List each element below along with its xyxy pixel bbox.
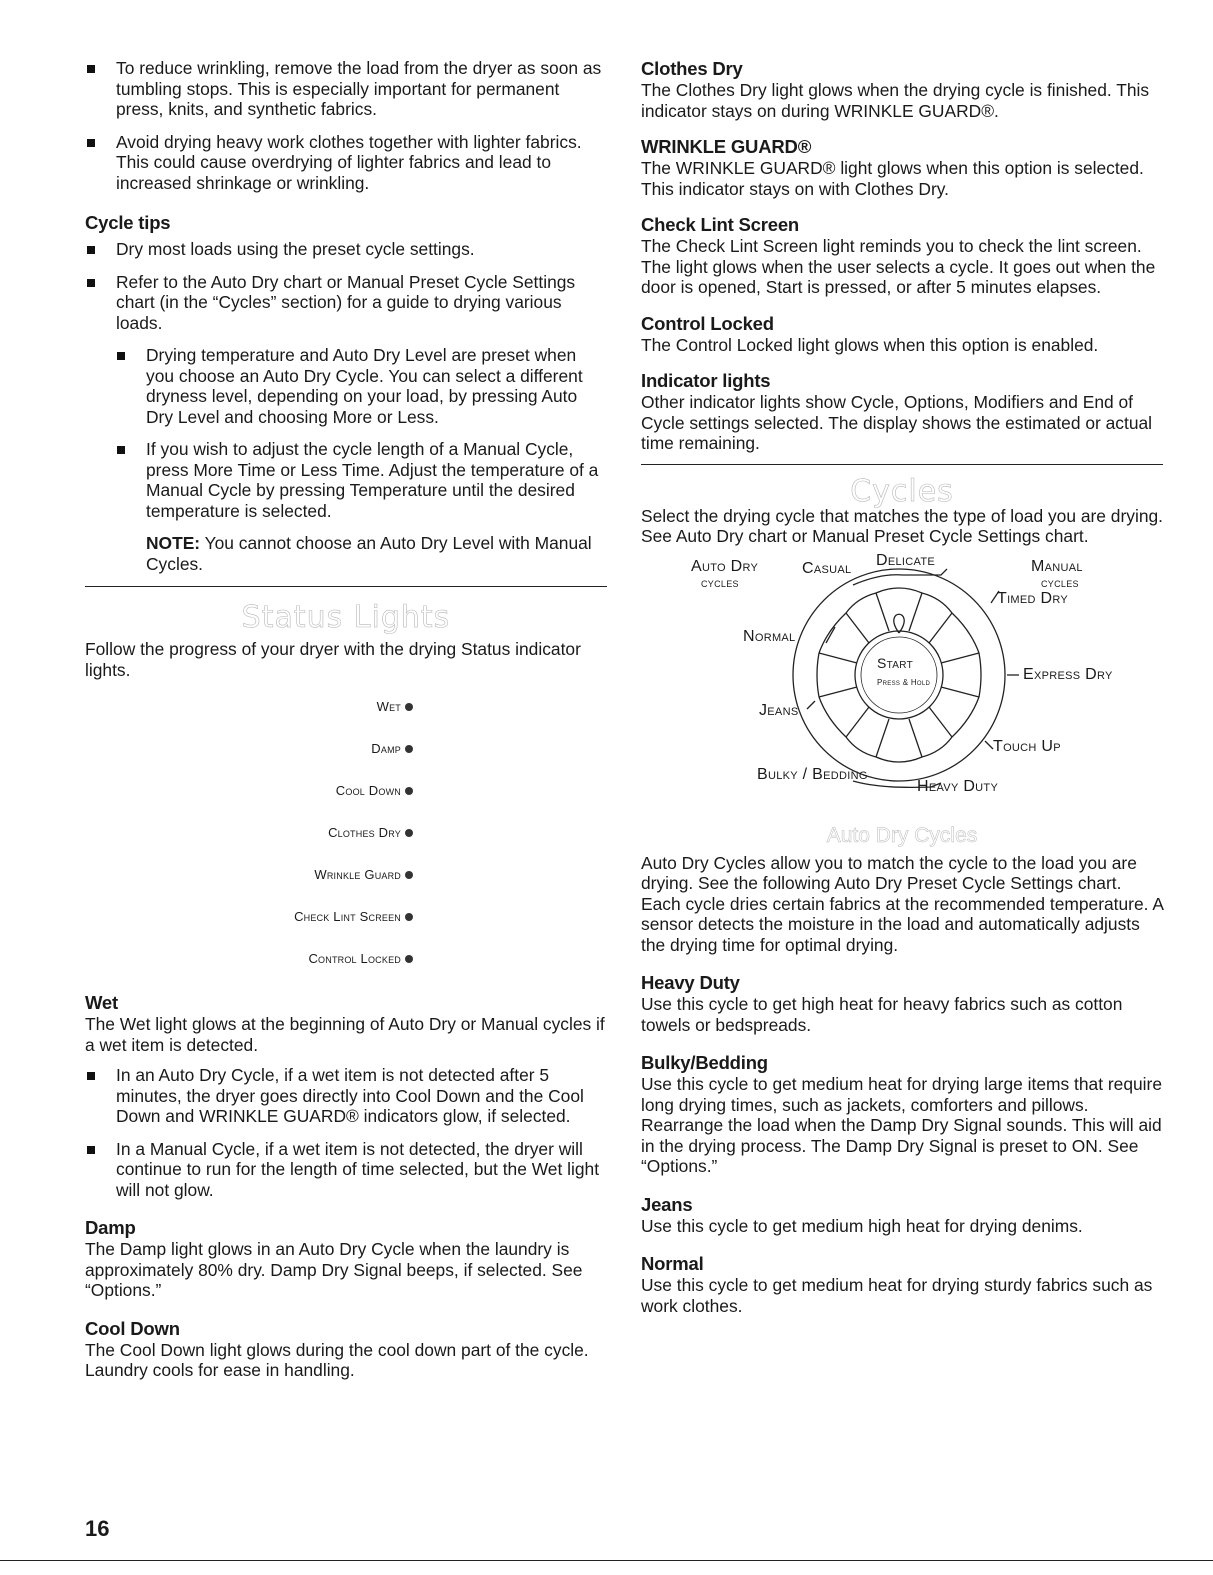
status-light-check-lint-screen: Check Lint Screen <box>85 896 413 938</box>
wet-text: The Wet light glows at the beginning of Auto Dry or Manual cycles if a wet item is detected. <box>85 1014 605 1055</box>
indicator-dot-icon <box>405 829 413 837</box>
damp-text: The Damp light glows in an Auto Dry Cycle when the laundry is approximately 80% dry. Damp Dry Signal beeps, if selected. See “Options.” <box>85 1239 583 1300</box>
label-auto-dry-cycles: Auto Dry cycles <box>691 557 759 590</box>
section-heading-heavy-duty: Heavy Duty <box>641 972 740 993</box>
list-item: In a Manual Cycle, if a wet item is not detected, the dryer will continue to run for the length of time selected, but the Wet light will not glow. <box>85 1139 607 1201</box>
heavy-duty-text: Use this cycle to get high heat for heavy fabrics such as cotton towels or bedspreads. <box>641 994 1123 1035</box>
section-heading-cycles: Cycles <box>850 473 954 509</box>
cycle-dial-diagram <box>641 553 1163 823</box>
label-jeans: Jeans <box>759 701 799 719</box>
status-light-control-locked: Control Locked <box>85 938 413 980</box>
label-bulky-bedding: Bulky / Bedding <box>757 765 868 783</box>
indicator-lights-text: Other indicator lights show Cycle, Options, Modifiers and End of Cycle settings selected. The display shows the estimated or actual time remaining. <box>641 392 1153 453</box>
section-heading-cool-down: Cool Down <box>85 1317 180 1339</box>
list-item: Avoid drying heavy work clothes together with lighter fabrics. This could cause overdrying of lighter fabrics and lead to increased shrinkage or wrinkling. <box>85 132 607 194</box>
label-timed-dry: Timed Dry <box>997 589 1069 607</box>
section-heading-bulky-bedding: Bulky/Bedding <box>641 1052 768 1073</box>
status-lights-panel <box>85 686 607 980</box>
section-heading-damp: Damp <box>85 1217 136 1238</box>
status-light-cool-down: Cool Down <box>85 770 413 812</box>
status-light-damp: Damp <box>85 728 413 770</box>
indicator-dot-icon <box>405 787 413 795</box>
list-item: Dry most loads using the preset cycle settings. <box>85 239 607 260</box>
indicator-dot-icon <box>405 703 413 711</box>
indicator-dot-icon <box>405 955 413 963</box>
wrinkle-guard-text: The WRINKLE GUARD® light glows when this option is selected. This indicator stays on with Clothes Dry. <box>641 158 1144 199</box>
sub-list-item: Drying temperature and Auto Dry Level are preset when you choose an Auto Dry Cycle. You can select a different dryness level, depending on your load, by pressing Auto Dry Level and choosing More or Less. <box>85 345 607 427</box>
indicator-dot-icon <box>405 913 413 921</box>
section-heading-control-locked: Control Locked <box>641 312 774 334</box>
label-normal: Normal <box>743 627 796 645</box>
start-button[interactable]: Start <box>877 654 914 671</box>
label-touch-up: Touch Up <box>993 737 1061 755</box>
section-heading-wrinkle-guard: WRINKLE GUARD® <box>641 136 812 157</box>
section-heading-jeans: Jeans <box>641 1193 693 1215</box>
section-heading-normal: Normal <box>641 1253 704 1274</box>
left-column <box>85 58 607 1381</box>
note-label: NOTE: <box>146 533 201 553</box>
status-light-wet: Wet <box>85 686 413 728</box>
page-number: 16 <box>85 1516 110 1541</box>
indicator-dot-icon <box>405 745 413 753</box>
note <box>85 533 607 574</box>
status-light-clothes-dry: Clothes Dry <box>85 812 413 854</box>
jeans-text: Use this cycle to get medium high heat for drying denims. <box>641 1215 1083 1236</box>
clothes-dry-text: The Clothes Dry light glows when the drying cycle is finished. This indicator stays on during WRINKLE GUARD®. <box>641 80 1150 121</box>
label-casual: Casual <box>802 559 852 577</box>
list-item: To reduce wrinkling, remove the load from the dryer as soon as tumbling stops. This is especially important for permanent press, knits, and synthetic fabrics. <box>85 58 607 120</box>
section-heading-auto-dry-cycles: Auto Dry Cycles <box>826 823 978 847</box>
cool-down-text: The Cool Down light glows during the cool down part of the cycle. Laundry cools for ease in handling. <box>85 1339 589 1380</box>
right-column <box>641 58 1163 1316</box>
label-delicate: Delicate <box>876 551 935 569</box>
section-heading-indicator-lights: Indicator lights <box>641 370 771 391</box>
status-light-wrinkle-guard: Wrinkle Guard <box>85 854 413 896</box>
divider <box>85 586 607 587</box>
label-express-dry: Express Dry <box>1023 665 1113 683</box>
bulky-bedding-text: Use this cycle to get medium heat for drying large items that require long drying times, such as jackets, comforters and pillows. Rearrange the load when the Damp Dry Signal sounds. This will aid in the drying process. The Damp Dry Signal is preset to ON. See “Options.” <box>641 1074 1162 1176</box>
label-heavy-duty: Heavy Duty <box>917 777 999 795</box>
section-heading-clothes-dry: Clothes Dry <box>641 58 743 79</box>
footer-divider <box>0 1560 1213 1561</box>
control-locked-text: The Control Locked light glows when this option is enabled. <box>641 334 1099 355</box>
normal-text: Use this cycle to get medium heat for drying sturdy fabrics such as work clothes. <box>641 1275 1153 1316</box>
section-heading-check-lint-screen: Check Lint Screen <box>641 214 800 235</box>
section-heading-wet: Wet <box>85 992 118 1013</box>
status-lights-intro: Follow the progress of your dryer with the drying Status indicator lights. <box>85 639 581 680</box>
indicator-dot-icon <box>405 871 413 879</box>
section-heading-cycle-tips: Cycle tips <box>85 212 171 233</box>
check-lint-text: The Check Lint Screen light reminds you to check the lint screen. The light glows when the user selects a cycle. It goes out when the door is opened, Start is pressed, or after 5 minutes elapses. <box>641 236 1156 297</box>
list-item: In an Auto Dry Cycle, if a wet item is not detected after 5 minutes, the dryer goes directly into Cool Down and the Cool Down and WRINKLE GUARD® indicators glow, if selected. <box>85 1065 607 1127</box>
list-item: Refer to the Auto Dry chart or Manual Preset Cycle Settings chart (in the “Cycles” section) for a guide to drying various loads. <box>85 272 607 334</box>
label-manual-cycles: Manual cycles <box>1031 557 1083 590</box>
section-heading-status-lights: Status Lights <box>241 600 451 635</box>
cycles-intro: Select the drying cycle that matches the type of load you are drying. See Auto Dry chart or Manual Preset Cycle Settings chart. <box>641 505 1164 546</box>
note-text: You cannot choose an Auto Dry Level with Manual Cycles. <box>146 533 592 574</box>
sub-list-item: If you wish to adjust the cycle length of a Manual Cycle, press More Time or Less Time. Adjust the temperature of a Manual Cycle by pressing Temperature until the desired temperature is selected. <box>85 439 607 521</box>
auto-dry-cycles-text: Auto Dry Cycles allow you to match the cycle to the load you are drying. See the following Auto Dry Preset Cycle Settings chart. Each cycle dries certain fabrics at the recommended temperature. A sensor detects the moisture in the load and automatically adjusts the drying time for optimal drying. <box>641 852 1163 955</box>
divider <box>641 464 1163 465</box>
press-hold-label: Press & Hold <box>877 677 931 687</box>
